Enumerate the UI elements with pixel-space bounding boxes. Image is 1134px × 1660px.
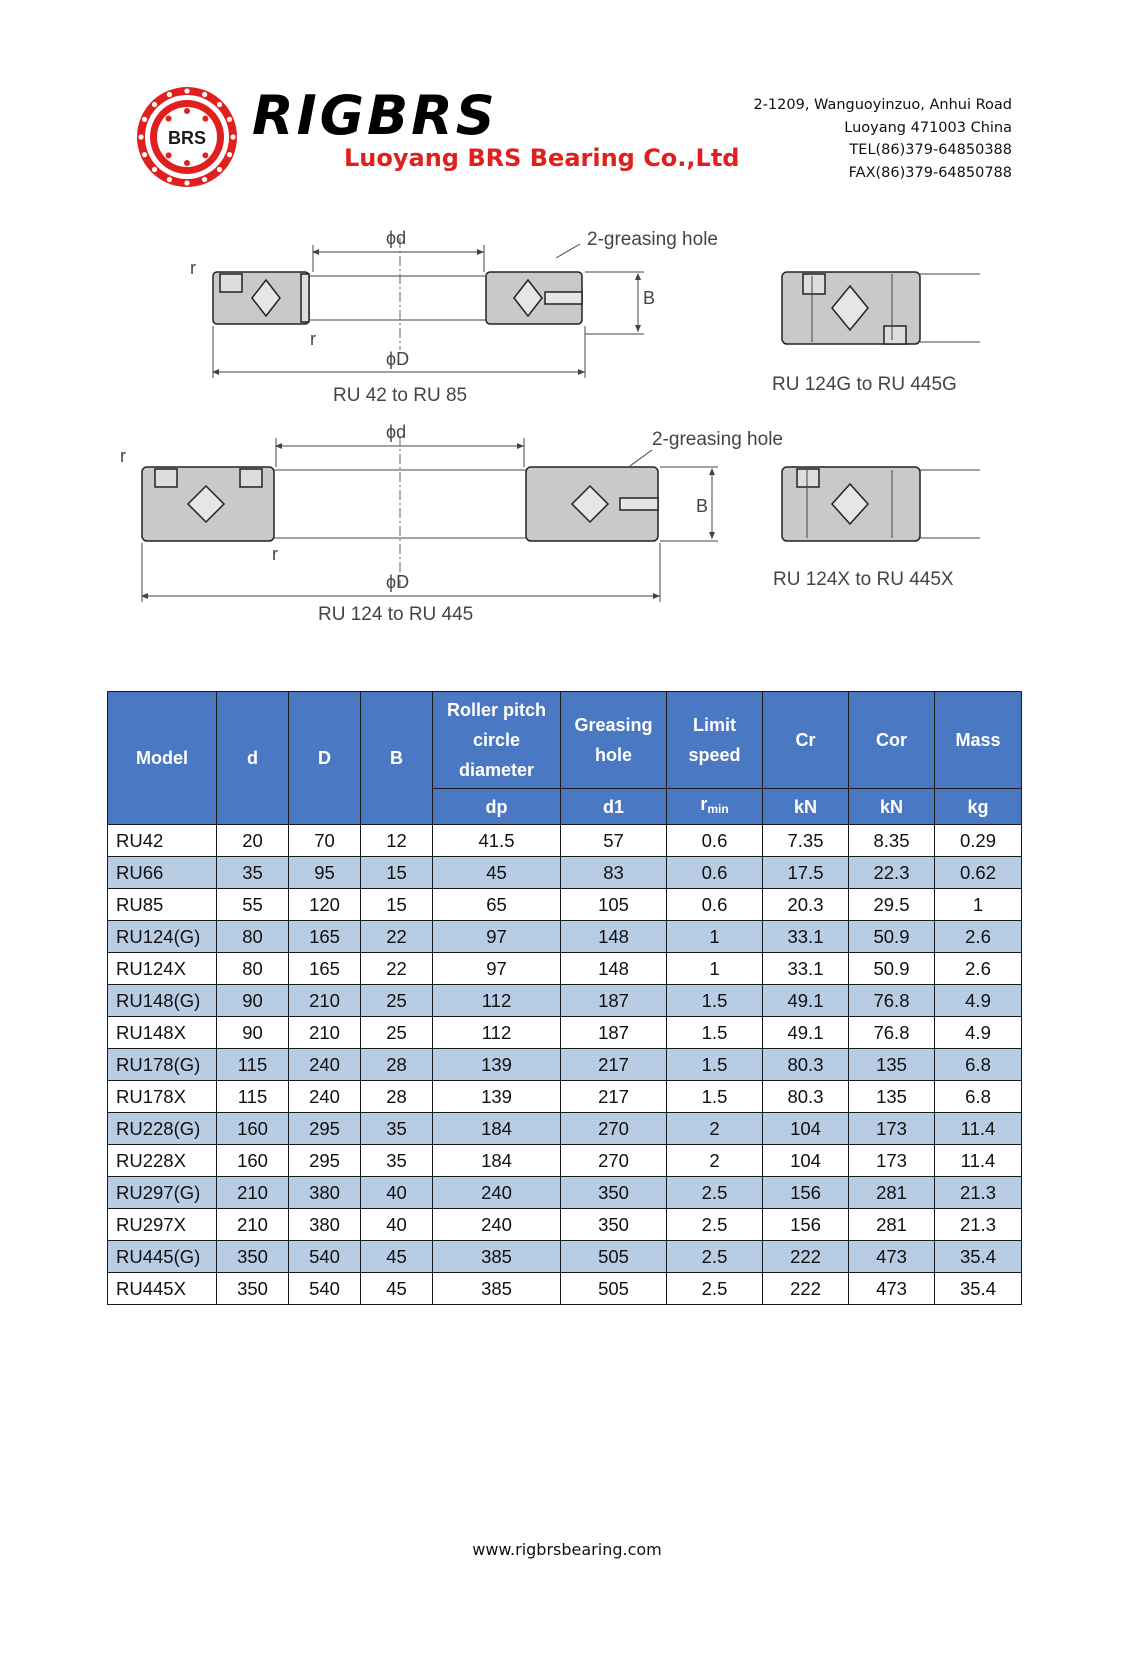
drawing-ru124-445: [142, 436, 718, 602]
value-cell: 160: [217, 1113, 289, 1145]
value-cell: 184: [433, 1113, 561, 1145]
header-cor: Cor: [849, 692, 935, 789]
value-cell: 0.62: [935, 857, 1022, 889]
model-cell: RU178(G): [108, 1049, 217, 1081]
model-cell: RU178X: [108, 1081, 217, 1113]
value-cell: 8.35: [849, 825, 935, 857]
value-cell: 50.9: [849, 953, 935, 985]
value-cell: 173: [849, 1145, 935, 1177]
label-phi-d: ϕd: [386, 228, 407, 248]
bearing-spec-table: [107, 691, 1022, 1305]
value-cell: 40: [361, 1209, 433, 1241]
label-B: B: [643, 288, 656, 308]
value-cell: 20.3: [763, 889, 849, 921]
value-cell: 115: [217, 1049, 289, 1081]
value-cell: 0.29: [935, 825, 1022, 857]
drawing-ru124x-445x: [782, 467, 980, 541]
value-cell: 540: [289, 1241, 361, 1273]
table-row: [108, 953, 1022, 985]
value-cell: 135: [849, 1049, 935, 1081]
table-row: [108, 1209, 1022, 1241]
value-cell: 28: [361, 1049, 433, 1081]
table-row: [108, 889, 1022, 921]
value-cell: 210: [289, 1017, 361, 1049]
value-cell: 29.5: [849, 889, 935, 921]
label-r: r: [190, 258, 196, 278]
value-cell: 184: [433, 1145, 561, 1177]
value-cell: 4.9: [935, 985, 1022, 1017]
value-cell: 505: [561, 1273, 667, 1305]
value-cell: 473: [849, 1273, 935, 1305]
value-cell: 28: [361, 1081, 433, 1113]
header-limit-speed: Limit speed: [667, 692, 763, 789]
website-url: www.rigbrsbearing.com: [472, 1540, 662, 1559]
value-cell: 2.6: [935, 921, 1022, 953]
value-cell: 217: [561, 1049, 667, 1081]
value-cell: 540: [289, 1273, 361, 1305]
value-cell: 1: [667, 953, 763, 985]
unit-dp: dp: [433, 789, 561, 825]
value-cell: 22.3: [849, 857, 935, 889]
value-cell: 45: [361, 1273, 433, 1305]
value-cell: 270: [561, 1145, 667, 1177]
value-cell: 35.4: [935, 1241, 1022, 1273]
value-cell: 21.3: [935, 1177, 1022, 1209]
header-model: Model: [108, 692, 217, 825]
value-cell: 148: [561, 921, 667, 953]
value-cell: 350: [217, 1273, 289, 1305]
value-cell: 76.8: [849, 1017, 935, 1049]
value-cell: 45: [433, 857, 561, 889]
unit-kn: kN: [763, 789, 849, 825]
model-cell: RU124X: [108, 953, 217, 985]
value-cell: 473: [849, 1241, 935, 1273]
value-cell: 165: [289, 921, 361, 953]
value-cell: 1.5: [667, 1081, 763, 1113]
value-cell: 505: [561, 1241, 667, 1273]
address-line: 2-1209, Wanguoyinzuo, Anhui Road: [753, 97, 1012, 113]
model-cell: RU297(G): [108, 1177, 217, 1209]
value-cell: 240: [433, 1177, 561, 1209]
value-cell: 1: [935, 889, 1022, 921]
value-cell: 104: [763, 1145, 849, 1177]
label-phi-D: ϕD: [386, 572, 410, 592]
value-cell: 295: [289, 1113, 361, 1145]
value-cell: 35.4: [935, 1273, 1022, 1305]
company-name: Luoyang BRS Bearing Co.,Ltd: [344, 144, 740, 172]
value-cell: 12: [361, 825, 433, 857]
value-cell: 165: [289, 953, 361, 985]
value-cell: 80: [217, 921, 289, 953]
value-cell: 1.5: [667, 1049, 763, 1081]
label-r: r: [120, 446, 126, 466]
table-row: [108, 1145, 1022, 1177]
value-cell: 45: [361, 1241, 433, 1273]
value-cell: 97: [433, 921, 561, 953]
table-row: [108, 1049, 1022, 1081]
table-row: [108, 1081, 1022, 1113]
value-cell: 1: [667, 921, 763, 953]
label-r: r: [272, 544, 278, 564]
value-cell: 4.9: [935, 1017, 1022, 1049]
value-cell: 95: [289, 857, 361, 889]
value-cell: 1.5: [667, 1017, 763, 1049]
table-row: [108, 1177, 1022, 1209]
value-cell: 97: [433, 953, 561, 985]
model-cell: RU42: [108, 825, 217, 857]
value-cell: 57: [561, 825, 667, 857]
value-cell: 80.3: [763, 1049, 849, 1081]
value-cell: 240: [433, 1209, 561, 1241]
value-cell: 105: [561, 889, 667, 921]
model-cell: RU297X: [108, 1209, 217, 1241]
table-row: [108, 1113, 1022, 1145]
caption-ru124x: RU 124X to RU 445X: [773, 569, 954, 590]
value-cell: 35: [361, 1113, 433, 1145]
value-cell: 112: [433, 1017, 561, 1049]
value-cell: 2: [667, 1113, 763, 1145]
value-cell: 11.4: [935, 1145, 1022, 1177]
header-D: D: [289, 692, 361, 825]
value-cell: 156: [763, 1177, 849, 1209]
value-cell: 1.5: [667, 985, 763, 1017]
model-cell: RU124(G): [108, 921, 217, 953]
value-cell: 139: [433, 1081, 561, 1113]
value-cell: 0.6: [667, 857, 763, 889]
value-cell: 222: [763, 1273, 849, 1305]
value-cell: 15: [361, 889, 433, 921]
value-cell: 11.4: [935, 1113, 1022, 1145]
value-cell: 25: [361, 1017, 433, 1049]
value-cell: 270: [561, 1113, 667, 1145]
value-cell: 0.6: [667, 825, 763, 857]
value-cell: 40: [361, 1177, 433, 1209]
label-B: B: [696, 496, 709, 516]
table-row: [108, 1241, 1022, 1273]
brand-name: RIGBRS: [252, 84, 498, 147]
value-cell: 385: [433, 1241, 561, 1273]
value-cell: 22: [361, 953, 433, 985]
value-cell: 17.5: [763, 857, 849, 889]
caption-ru124g: RU 124G to RU 445G: [772, 374, 957, 395]
caption-ru124-445: RU 124 to RU 445: [318, 604, 474, 625]
value-cell: 104: [763, 1113, 849, 1145]
model-cell: RU445X: [108, 1273, 217, 1305]
header-d: d: [217, 692, 289, 825]
value-cell: 35: [217, 857, 289, 889]
label-phi-d: ϕd: [386, 422, 407, 442]
value-cell: 139: [433, 1049, 561, 1081]
value-cell: 41.5: [433, 825, 561, 857]
value-cell: 6.8: [935, 1049, 1022, 1081]
table-body: [108, 825, 1022, 1305]
value-cell: 2.5: [667, 1177, 763, 1209]
logo-text: BRS: [167, 128, 207, 148]
value-cell: 90: [217, 1017, 289, 1049]
value-cell: 50.9: [849, 921, 935, 953]
value-cell: 22: [361, 921, 433, 953]
value-cell: 115: [217, 1081, 289, 1113]
value-cell: 160: [217, 1145, 289, 1177]
value-cell: 135: [849, 1081, 935, 1113]
value-cell: 49.1: [763, 985, 849, 1017]
value-cell: 2.6: [935, 953, 1022, 985]
value-cell: 350: [217, 1241, 289, 1273]
value-cell: 210: [289, 985, 361, 1017]
value-cell: 350: [561, 1177, 667, 1209]
model-cell: RU228X: [108, 1145, 217, 1177]
value-cell: 210: [217, 1209, 289, 1241]
value-cell: 65: [433, 889, 561, 921]
unit-kn: kN: [849, 789, 935, 825]
value-cell: 2.5: [667, 1241, 763, 1273]
value-cell: 90: [217, 985, 289, 1017]
label-phi-D: ϕD: [386, 349, 410, 369]
value-cell: 25: [361, 985, 433, 1017]
value-cell: 55: [217, 889, 289, 921]
value-cell: 295: [289, 1145, 361, 1177]
value-cell: 380: [289, 1177, 361, 1209]
value-cell: 222: [763, 1241, 849, 1273]
model-cell: RU148(G): [108, 985, 217, 1017]
table-row: [108, 857, 1022, 889]
label-r: r: [310, 329, 316, 349]
value-cell: 112: [433, 985, 561, 1017]
model-cell: RU85: [108, 889, 217, 921]
value-cell: 380: [289, 1209, 361, 1241]
value-cell: 2.5: [667, 1273, 763, 1305]
value-cell: 385: [433, 1273, 561, 1305]
fax-line: FAX(86)379-64850788: [848, 164, 1012, 181]
value-cell: 2: [667, 1145, 763, 1177]
phone-line: TEL(86)379-64850388: [849, 142, 1012, 158]
value-cell: 83: [561, 857, 667, 889]
address-line: Luoyang 471003 China: [844, 119, 1012, 136]
header-mass: Mass: [935, 692, 1022, 789]
value-cell: 6.8: [935, 1081, 1022, 1113]
value-cell: 80.3: [763, 1081, 849, 1113]
unit-d1: d1: [561, 789, 667, 825]
unit-kg: kg: [935, 789, 1022, 825]
model-cell: RU228(G): [108, 1113, 217, 1145]
value-cell: 173: [849, 1113, 935, 1145]
model-cell: RU445(G): [108, 1241, 217, 1273]
label-greasing-hole: 2-greasing hole: [652, 429, 783, 450]
value-cell: 240: [289, 1049, 361, 1081]
model-cell: RU148X: [108, 1017, 217, 1049]
value-cell: 281: [849, 1209, 935, 1241]
header-greasing-hole: Greasing hole: [561, 692, 667, 789]
caption-ru42-85: RU 42 to RU 85: [333, 385, 468, 406]
value-cell: 80: [217, 953, 289, 985]
table-row: [108, 1273, 1022, 1305]
value-cell: 21.3: [935, 1209, 1022, 1241]
value-cell: 148: [561, 953, 667, 985]
value-cell: 35: [361, 1145, 433, 1177]
value-cell: 187: [561, 985, 667, 1017]
value-cell: 187: [561, 1017, 667, 1049]
value-cell: 7.35: [763, 825, 849, 857]
value-cell: 70: [289, 825, 361, 857]
drawing-ru124g-445g: [782, 272, 980, 344]
value-cell: 156: [763, 1209, 849, 1241]
value-cell: 15: [361, 857, 433, 889]
header-cr: Cr: [763, 692, 849, 789]
value-cell: 281: [849, 1177, 935, 1209]
table-header-row: [108, 692, 1022, 789]
model-cell: RU66: [108, 857, 217, 889]
value-cell: 2.5: [667, 1209, 763, 1241]
drawing-ru42-85: [213, 238, 644, 378]
table-row: [108, 1017, 1022, 1049]
value-cell: 49.1: [763, 1017, 849, 1049]
value-cell: 240: [289, 1081, 361, 1113]
header-roller-pitch: Roller pitch circle diameter: [433, 692, 561, 789]
table-row: [108, 825, 1022, 857]
bearing-drawings: [0, 0, 1134, 640]
value-cell: 76.8: [849, 985, 935, 1017]
table-row: [108, 985, 1022, 1017]
value-cell: 350: [561, 1209, 667, 1241]
header-B: B: [361, 692, 433, 825]
label-greasing-hole: 2-greasing hole: [587, 229, 718, 250]
value-cell: 0.6: [667, 889, 763, 921]
value-cell: 33.1: [763, 953, 849, 985]
value-cell: 33.1: [763, 921, 849, 953]
unit-rmin: $r_{min}$: [667, 789, 763, 825]
value-cell: 120: [289, 889, 361, 921]
table-row: [108, 921, 1022, 953]
value-cell: 210: [217, 1177, 289, 1209]
value-cell: 217: [561, 1081, 667, 1113]
value-cell: 20: [217, 825, 289, 857]
